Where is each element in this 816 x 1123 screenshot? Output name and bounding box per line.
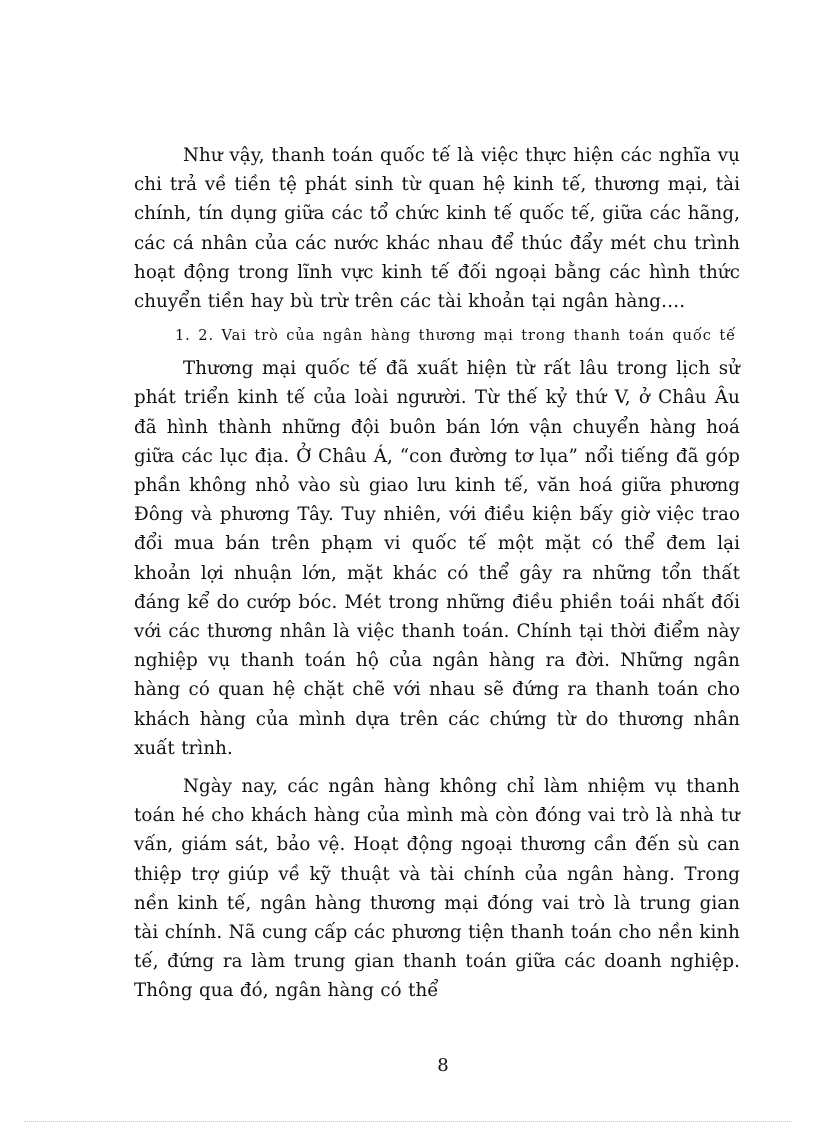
paragraph-intro: Như vậy, thanh toán quốc tế là việc thực hiện các nghĩa vụ chi trả về tiền tệ phát sinh từ quan hệ kinh tế, thương mại, tài chính, tín dụng giữa các tổ chức kinh tế quốc tế, giữa các hãng, các cá nhân của các nước khác nhau để thúc đẩy mét chu trình hoạt động trong lĩnh vực kinh tế đối ngoại bằng các hình thức chuyển tiền hay bù trừ trên các tài khoản tại ngân hàng…. bbox=[134, 145, 740, 313]
paragraph-today: Ngày nay, các ngân hàng không chỉ làm nhiệm vụ thanh toán hé cho khách hàng của mình mà còn đóng vai trò là nhà tư vấn, giám sát, bảo vệ. Hoạt động ngoại thương cần đến sù can thiệp trợ giúp về kỹ thuật và tài chính của ngân hàng. Trong nền kinh tế, ngân hàng thương mại đóng vai trò là trung gian tài chính. Nã cung cấp các phương tiện thanh toán cho nền kinh tế, đứng ra làm trung gian thanh toán giữa các doanh nghiệp. Thông qua đó, ngân hàng có thể bbox=[134, 776, 740, 1002]
paragraph-history: Thương mại quốc tế đã xuất hiện từ rất lâu trong lịch sử phát triển kinh tế của loài ngưười. Từ thế kỷ thứ V, ở Châu Âu đã hình thành những đội buôn bán lớn vận chuyển hàng hoá giữa các lục địa. Ở Châu Á, “con đường tơ lụa” nổi tiếng đã góp phần không nhỏ vào sù giao lưu kinh tế, văn hoá giữa phương Đông và phương Tây. Tuy nhiên, với điều kiện bấy giờ việc trao đổi mua bán trên phạm vi quốc tế một mặt có thể đem lại khoản lợi nhuận lớn, mặt khác có thể gây ra những tổn thất đáng kể do cướp bóc. Mét trong những điều phiền toái nhất đối với các thương nhân là việc thanh toán. Chính tại thời điểm này nghiệp vụ thanh toán hộ của ngân hàng ra đời. Những ngân hàng có quan hệ chặt chẽ với nhau sẽ đứng ra thanh toán cho khách hàng của mình dựa trên các chứng từ do thương nhân xuất trình. bbox=[134, 358, 740, 759]
page-bottom-divider bbox=[24, 1121, 792, 1122]
page-body bbox=[134, 141, 740, 1006]
section-heading: 1. 2. Vai trò của ngân hàng thương mại trong thanh toán quốc tế bbox=[175, 327, 736, 345]
page-number: 8 bbox=[437, 1055, 449, 1076]
